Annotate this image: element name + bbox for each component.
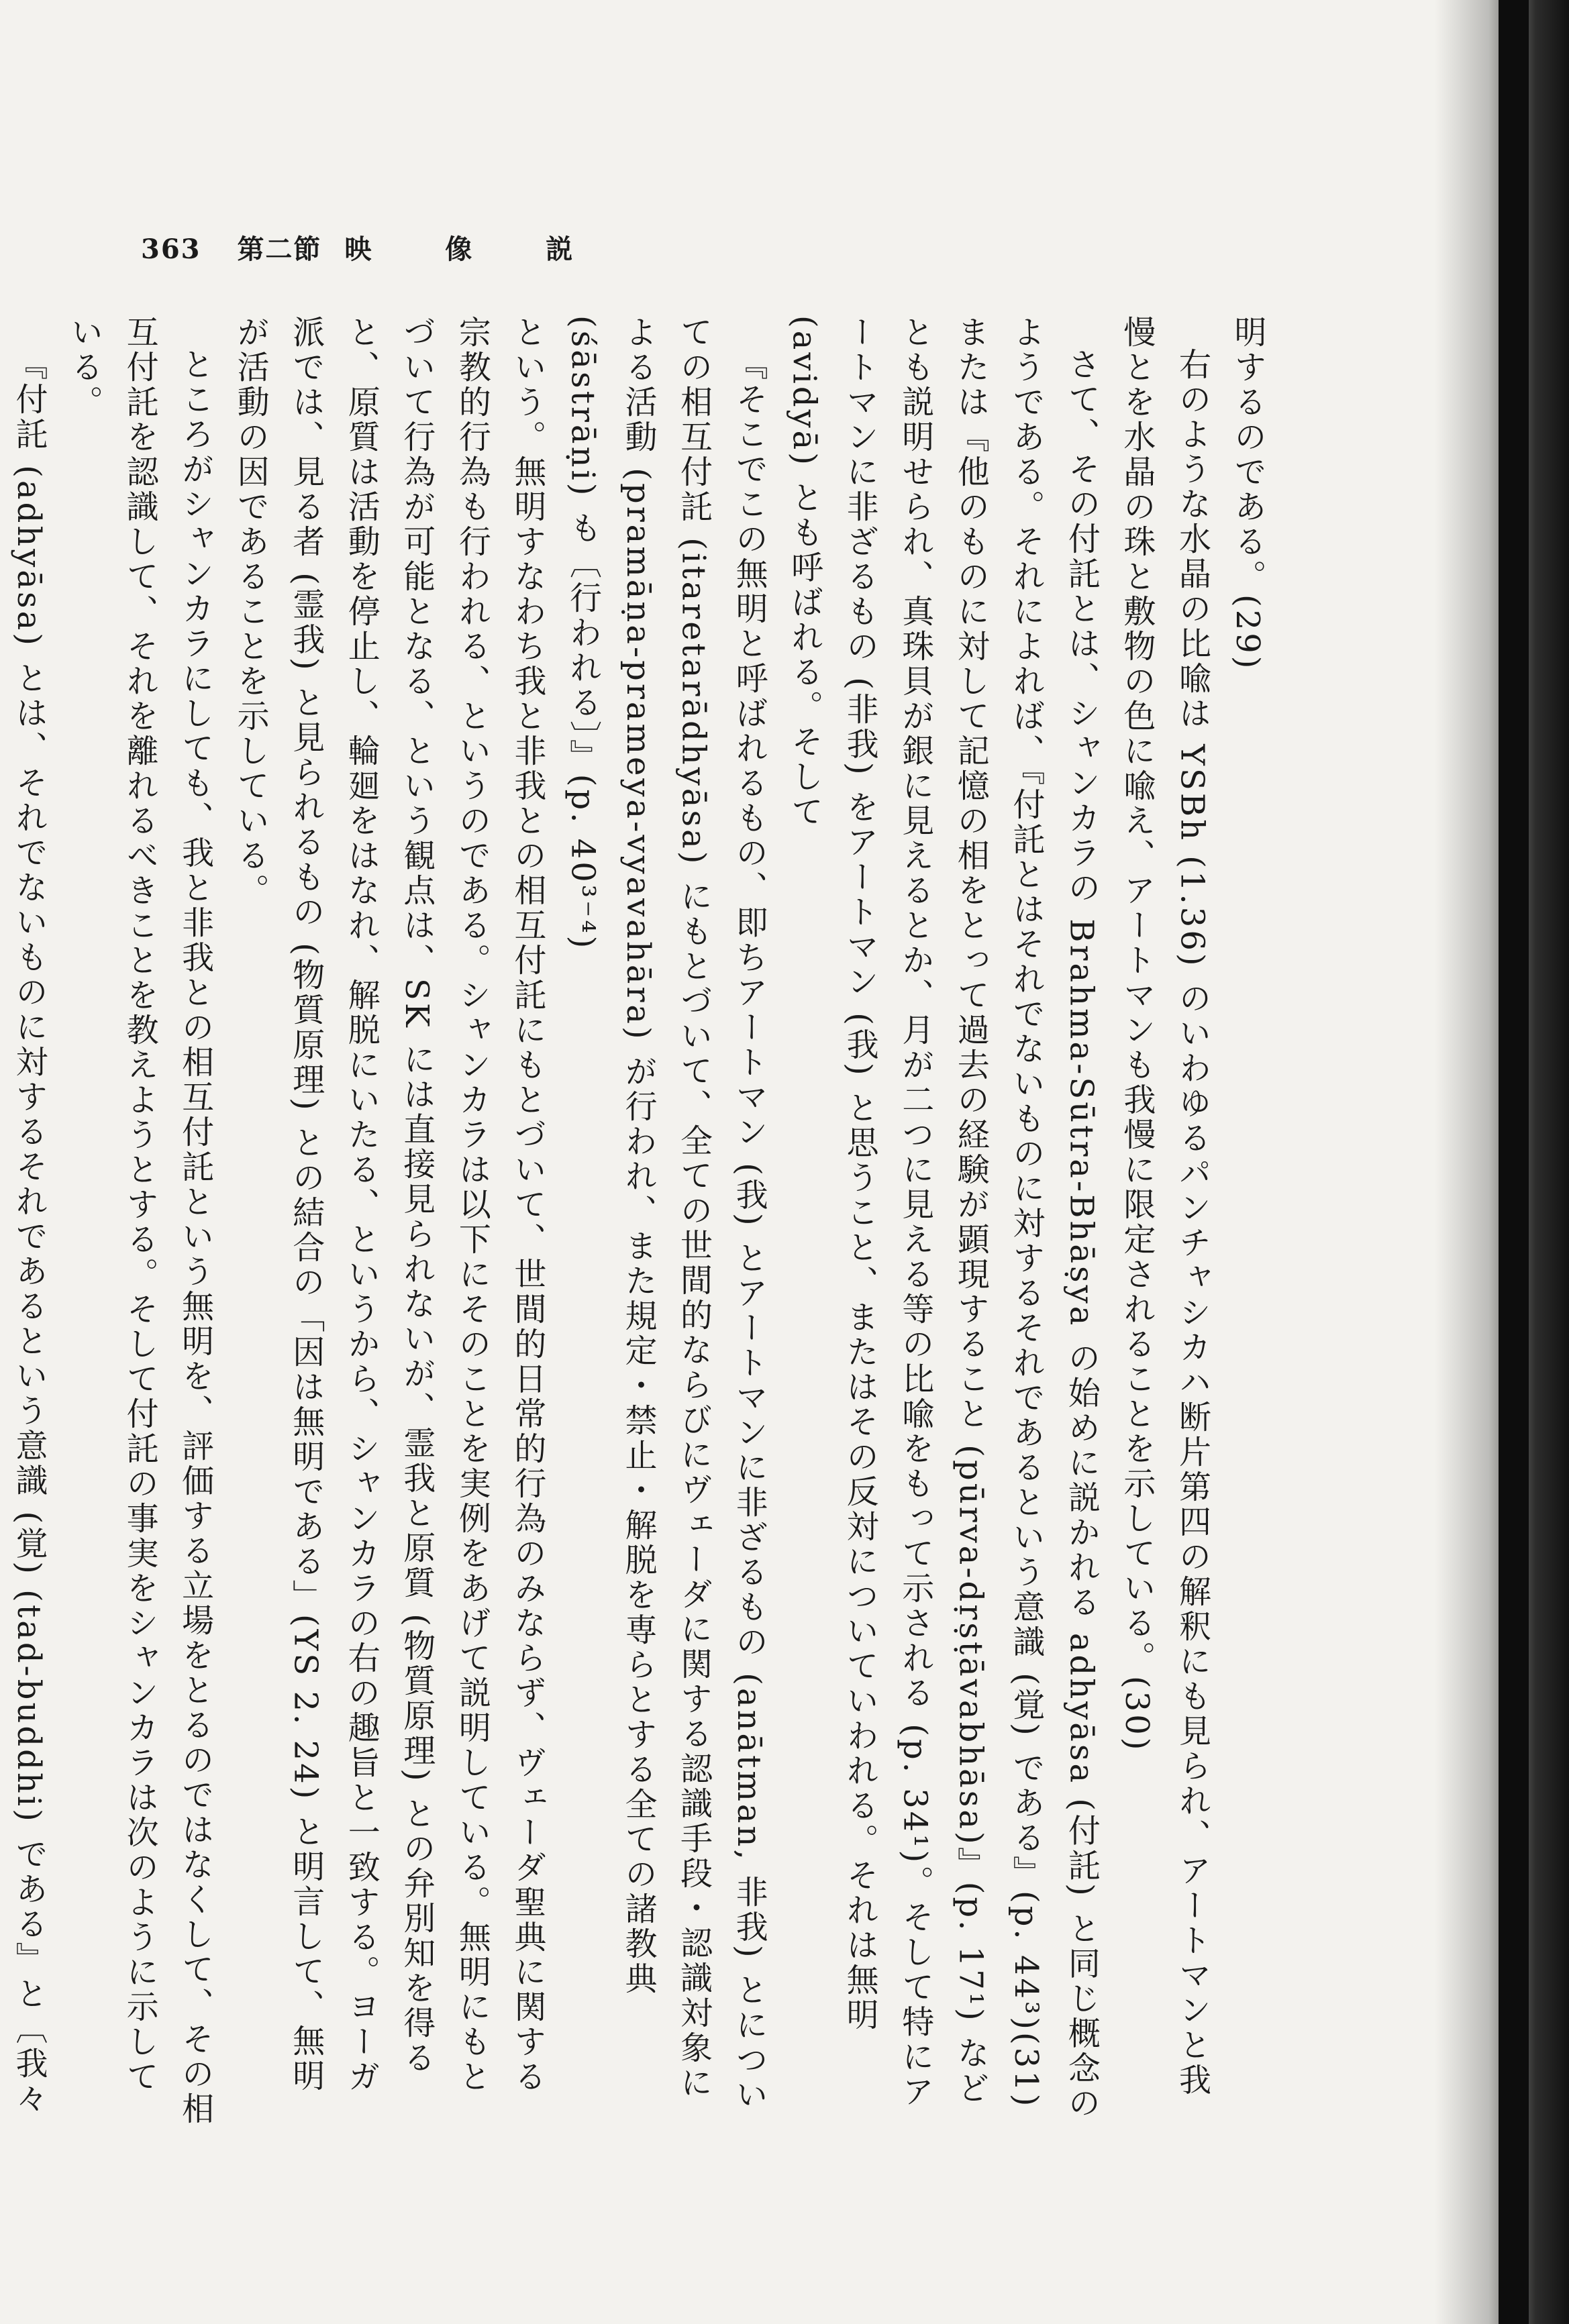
paragraph: ところがシャンカラにしても、我と非我との相互付託という無明を、評価する立場をとるのではなくして、その相互付託を認識して、それを離れるべきことを教えようとする。そして付託の事実をシャンカラは次のように示している。 <box>65 315 214 2127</box>
page-header <box>141 228 605 266</box>
vertical-body-text <box>9 315 1275 2127</box>
paragraph: 明するのである。(29) <box>1229 315 1266 672</box>
paragraph: さて、その付託とは、シャンカラの Brahma-Sūtra-Bhāṣya の始めに説かれる adhyāsa (付託) と同じ概念のようである。それによれば、『付託とはそれでないものに対するそれであるという意識 (覚) である』(p. 44³)(31) または『他のものに対して記憶の相をとって過去の経験が顕現すること (pūrva-dṛṣṭāvabhāsa)』(p. 17¹) などとも説明せられ、真珠貝が銀に見えるとか、月が二つに見える等の比喩をもって示される (p. 34¹)。そして特にアートマンに非ざるもの (非我) をアートマン (我) と思うこと、またはその反対についていわれる。それは無明 (avidyā) とも呼ばれる。そして <box>785 315 1101 2121</box>
page-number: 363 <box>141 233 201 265</box>
paragraph: 右のような水晶の比喩は YSBh (1.36) のいわゆるパンチャシカハ断片第四の解釈にも見られ、アートマンと我慢とを水晶の珠と敷物の色に喩え、アートマンも我慢に限定されることを示している。(30) <box>1117 315 1211 2098</box>
paragraph: という。無明すなわち我と非我との相互付託にもとづいて、世間的日常的行為のみならず、ヴェーダ聖典に関する宗教的行為も行われる、というのである。シャンカラは以下にそのことを実例をあげて説明している。無明にもとづいて行為が可能となる、という観点は、SK には直接見られないが、霊我と原質 (物質原理) との弁別知を得ると、原質は活動を停止し、輪廻をはなれ、解脱にいたる、というから、シャンカラの右の趣旨と一致する。ヨーガ派では、見る者 (霊我) と見られるもの (物質原理) との結合の「因は無明である」(YS 2. 24) と明言して、無明が活動の因であることを示している。 <box>232 315 546 2095</box>
quotation: 『そこでこの無明と呼ばれるもの、即ちアートマン (我) とアートマンに非ざるもの (anātman, 非我) とについての相互付託 (itaretarādhyāsa) にもとづいて、全ての世間的ならびにヴェーダに関する認識手段・認識対象による活動 (pramāṇa-prameya-vyavahāra) が行われ、また規定・禁止・解脱を専らとする全ての諸教典 (śāstrāṇi) も〔行われる〕』(p. 40³⁻⁴) <box>564 315 768 2113</box>
book-binding-edge <box>1499 0 1529 2324</box>
quotation: 『付託 (adhyāsa) とは、それでないものに対するそれであるという意識 (覚) (tad-buddhi) である』と〔我々 <box>9 348 48 2117</box>
section-title: 映 像 説 <box>344 233 605 265</box>
section-label: 第二節 <box>237 233 322 265</box>
